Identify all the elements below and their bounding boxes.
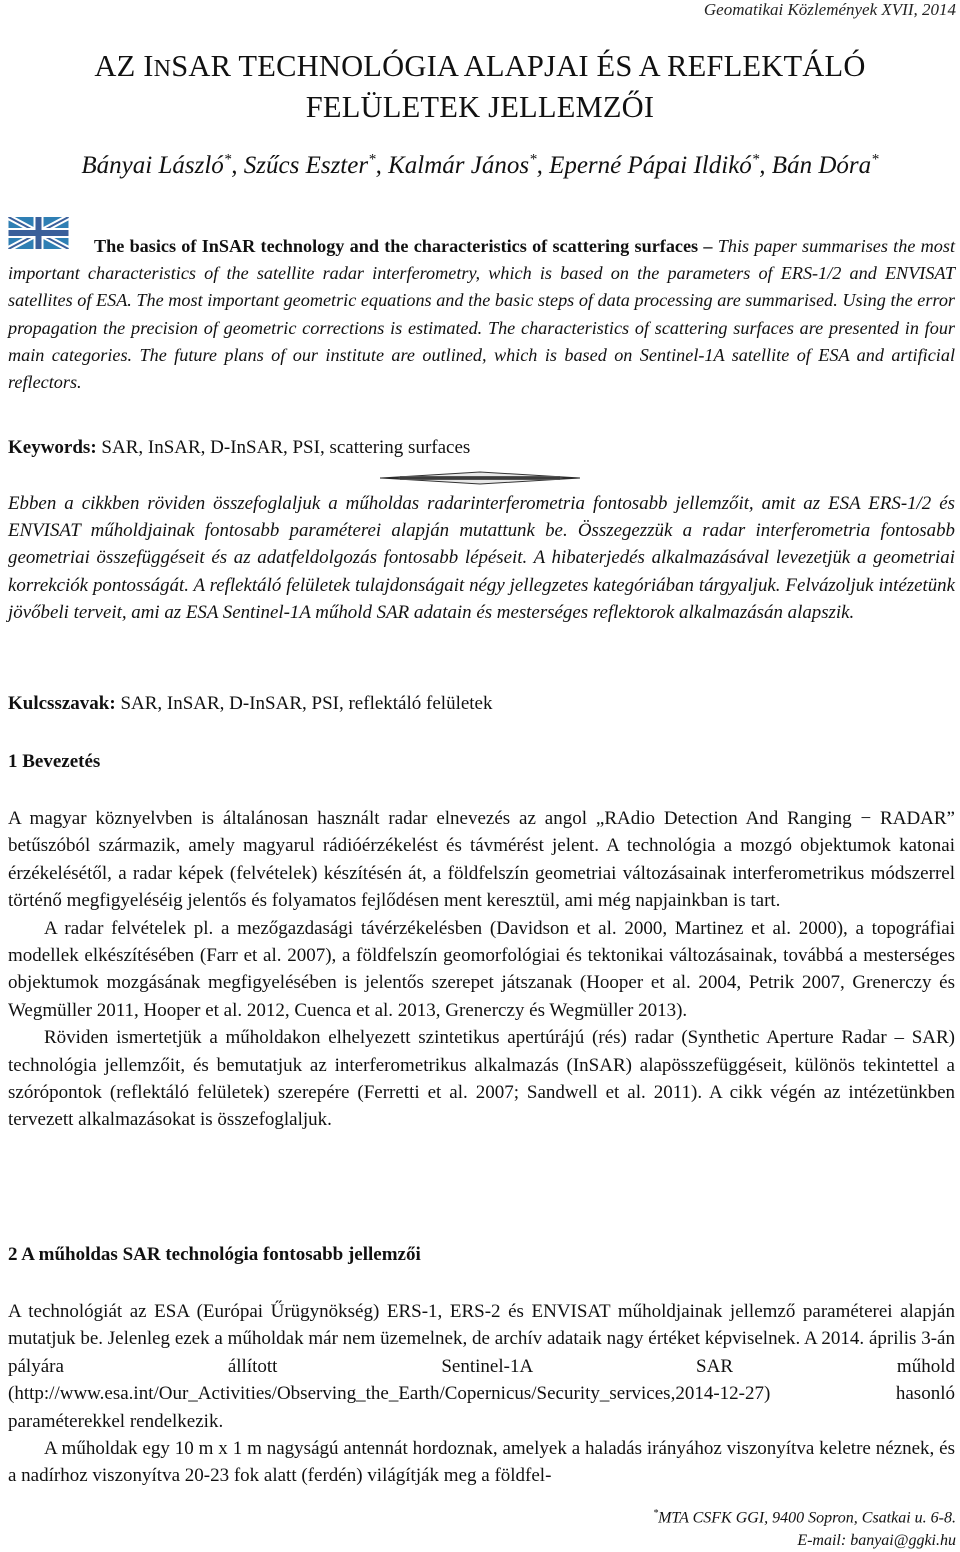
journal-header: Geomatikai Közlemények XVII, 2014: [703, 0, 956, 19]
footnote-affiliation: *MTA CSFK GGI, 9400 Sopron, Csatkai u. 6-8.: [653, 1508, 956, 1527]
title-line-1: AZ INSAR TECHNOLÓGIA ALAPJAI ÉS A REFLEKTÁLÓ: [94, 49, 866, 83]
section-2-body: [8, 1298, 955, 1490]
keywords-english: Keywords: SAR, InSAR, D-InSAR, PSI, scattering surfaces: [8, 437, 471, 458]
section-2-heading: 2 A műholdas SAR technológia fontosabb jellemzői: [8, 1244, 421, 1265]
title-line-2: FELÜLETEK JELLEMZŐI: [305, 90, 655, 124]
paragraph: A radar felvételek pl. a mezőgazdasági távérzékelésben (Davidson et al. 2000, Martinez et al. 2000), a topográfiai modellek elkészítésében (Farr et al. 2007), a földfelszín geomorfológiai és tektonikai változásainak, továbbá a mesterséges objektumok mozgásának megfigyelésében is jelentős szerepet játszanak (Hooper et al. 2004, Petrik 2007, Grenerczy és Wegmüller 2011, Hooper et al. 2012, Cuenca et al. 2013, Grenerczy és Wegmüller 2013).: [8, 917, 955, 1021]
author: Eperné Pápai Ildikó*,: [549, 152, 772, 180]
abstract-english-title: The basics of InSAR technology and the characteristics of scattering surfaces: [94, 236, 699, 256]
footnote-email: E-mail: banyai@ggki.hu: [797, 1532, 956, 1550]
author-footnote: [653, 1502, 956, 1552]
author: Szűcs Eszter*,: [243, 152, 389, 180]
section-1-heading: 1 Bevezetés: [8, 751, 101, 772]
author: Kalmár János*,: [388, 152, 550, 180]
author: Bán Dóra*: [771, 152, 879, 180]
paragraph: A technológiát az ESA (Európai Űrügynökség) ERS-1, ERS-2 és ENVISAT műholdjainak jellemző paraméterei alapján mutatjuk be. Jelenleg ezek a műholdak már nem üzemelnek, de archív adataik nagy értéket képviselnek. A 2014. április 3-án pályára állított Sentinel-1A SAR műhold (http://www.esa.int/Our_Activities/Observing_the_Earth/Copernicus/Security_services,2014-12-27) hasonló paraméterekkel rendelkezik.: [8, 1301, 955, 1432]
section-1-body: [8, 805, 955, 1134]
abstract-english: The basics of InSAR technology and the characteristics of scattering surfaces – This paper summarises the most important characteristics of the satellite radar interferometry, which is based on the parameters of ERS-1/2 and ENVISAT satellites of ESA. The most important geometric equations and the basic steps of data processing are summarised. Using the error propagation the precision of geometric corrections is estimated. The characteristics of scattering surfaces are presented in four main categories. The future plans of our institute are outlined, which is based on Sentinel-1A satellite of ESA and artificial reflectors.: [8, 236, 955, 393]
author-list: [0, 152, 960, 180]
paragraph: Röviden ismertetjük a műholdakon elhelyezett szintetikus apertúrájú (rés) radar (Synthetic Aperture Radar – SAR) technológia jellemzőit, és bemutatjuk az interferometrikus alkalmazás (InSAR) alapösszefüggéseit, különös tekintettel a szórópontok (reflektáló felületek) szerepére (Ferretti et al. 2007; Sandwell et al. 2011). A cikk végén az intézetünkben tervezett alkalmazásokat is összefoglaljuk.: [8, 1027, 955, 1131]
paragraph: A magyar köznyelvben is általánosan használt radar elnevezés az angol „RAdio Detection And Ranging − RADAR” betűszóból származik, amely magyarul rádióérzékelést és távmérést jelent. A technológia a mozgó objektumok katonai érzékelésétől, a radar képek (felvételek) készítésén át, a földfelszín geometriai változásainak interferometrikus módszerrel történő megfigyeléséig jelentős és folyamatos fejlődésen ment keresztül, ami még napjainkban is tart.: [8, 808, 955, 912]
abstract-english-text: This paper summarises the most important characteristics of the satellite radar interferometry, which is based on the parameters of ERS-1/2 and ENVISAT satellites of ESA. The most important geometric equations and the basic steps of data processing are summarised. Using the error propagation the precision of geometric corrections is estimated. The characteristics of scattering surfaces are presented in four main categories. The future plans of our institute are outlined, which is based on Sentinel-1A satellite of ESA and artificial reflectors.: [8, 236, 955, 393]
abstract-hungarian: Ebben a cikkben röviden összefoglaljuk a műholdas radarinterferometria fontosabb jellemzőit, amit az ESA ERS-1/2 és ENVISAT műholdjainak fontosabb paraméterei alapján mutattunk be. Összegezzük a radar interferometria fontosabb geometriai összefüggéseit és az adatfeldolgozás fontosabb lépéseit. A hibaterjedés alkalmazásával levezetjük a geometriai korrekciók pontosságát. A reflektáló felületek tulajdonságait négy jellegzetes kategóriában tárgyaljuk. Felvázoljuk intézetünk jövőbeli terveit, ami az ESA Sentinel-1A műhold SAR adatain és mesterséges reflektorok alkalmazásán alapszik.: [8, 493, 955, 623]
author: Bányai László*,: [81, 152, 244, 180]
paper-title: [0, 47, 960, 126]
paragraph: A műholdak egy 10 m x 1 m nagyságú antennát hordoznak, amelyek a haladás irányához viszonyítva keletre néznek, és a nadírhoz viszonyítva 20-23 fok alatt (ferdén) világítják meg a földfel-: [8, 1438, 955, 1487]
keywords-hungarian: Kulcsszavak: SAR, InSAR, D-InSAR, PSI, reflektáló felületek: [8, 693, 493, 714]
ornamental-divider: [380, 471, 580, 485]
